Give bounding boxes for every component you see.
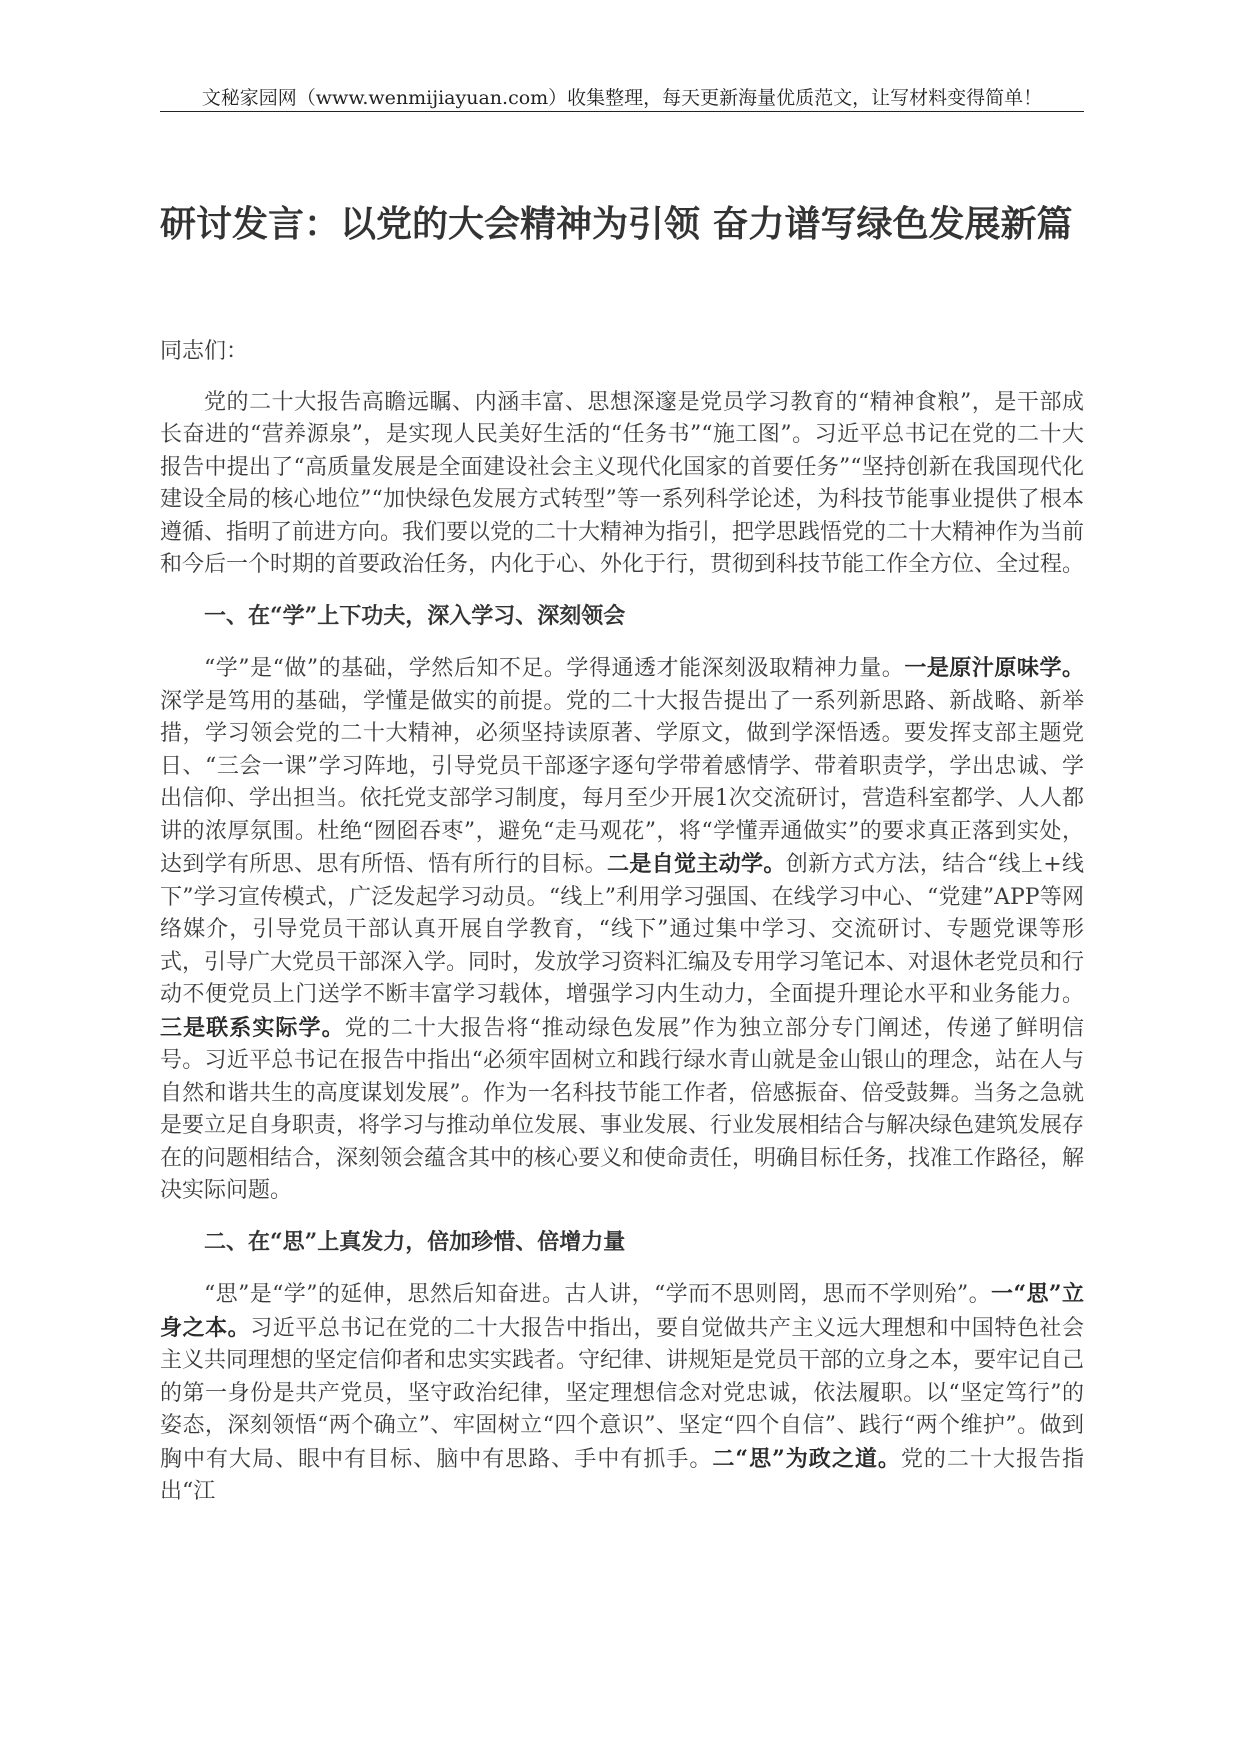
section-1-bold-2: 二是自觉主动学。 (606, 851, 786, 877)
intro-paragraph: 党的二十大报告高瞻远瞩、内涵丰富、思想深邃是党员学习教育的“精神食粮”，是干部成长奋进的“营养源泉”，是实现人民美好生活的“任务书”“施工图”。习近平总书记在党的二十大报告中提出了“高质量发展是全面建设社会主义现代化国家的首要任务”“坚持创新在我国现代化建设全局的核心地位”“加快绿色发展方式转型”等一系列科学论述，为科技节能事业提供了根本遵循、指明了前进方向。我们要以党的二十大精神为指引，把学思践悟党的二十大精神作为当前和今后一个时期的首要政治任务，内化于心、外化于行，贯彻到科技节能工作全方位、全过程。 (160, 389, 1085, 577)
section-2-text-1: “思”是“学”的延伸，思然后知奋进。古人讲，“学而不思则罔，思而不学则殆”。 (204, 1282, 992, 1307)
section-1-text-2: 深学是笃用的基础，学懂是做实的前提。党的二十大报告提出了一系列新思路、新战略、新举措，学习领会党的二十大精神，必须坚持读原著、学原文，做到学深悟透。要发挥支部主题党日、“三会一课”学习阵地，引导党员干部逐字逐句学带着感情学、带着职责学，学出忠诚、学出信仰、学出担当。依托党支部学习制度，每月至少开展1次交流研讨，营造科室都学、人人都讲的浓厚氛围。杜绝“囫囵吞枣”，避免“走马观花”，将“学懂弄通做实”的要求真正落到实处，达到学有所思、思有所悟、悟有所行的目标。 (160, 688, 1084, 877)
section-1-bold-1: 一是原汁原味学。 (904, 655, 1084, 681)
document-body (160, 336, 1084, 1527)
section-1-heading: 一、在“学”上下功夫，深入学习、深刻领会 (204, 602, 626, 629)
running-header: 文秘家园网（www.wenmijiayuan.com）收集整理，每天更新海量优质范文，让写材料变得简单！ (201, 87, 1043, 109)
header-rule (160, 111, 1084, 112)
section-1-bold-3: 三是联系实际学。 (160, 1014, 345, 1041)
section-2-bold-2: 二“思”为政之道。 (712, 1445, 901, 1472)
section-1-text-3: 创新方式方法，结合“线上+线下”学习宣传模式，广泛发起学习动员。“线上”利用学习强国、在线学习中心、“党建”APP等网络媒介，引导党员干部认真开展自学教育，“线下”通过集中学习、交流研讨、专题党课等形式，引导广大党员干部深入学。同时，发放学习资料汇编及专用学习笔记本、对退休老党员和行动不便党员上门送学不断丰富学习载体，增强学习内生动力，全面提升理论水平和业务能力。 (160, 852, 1085, 1007)
section-2-paragraph (160, 1278, 1084, 1509)
section-2-text-2: 习近平总书记在党的二十大报告中指出，要自觉做共产主义远大理想和中国特色社会主义共同理想的坚定信仰者和忠实实践者。守纪律、讲规矩是党员干部的立身之本，要牢记自己的第一身份是共产党员，坚守政治纪律，坚定理想信念对党忠诚，依法履职。以“坚定笃行”的姿态，深刻领悟“两个确立”、牢固树立“四个意识”、坚定“四个自信”、践行“两个维护”。做到胸中有大局、眼中有目标、脑中有思路、手中有抓手。 (160, 1315, 1085, 1472)
section-2-bold-1: 一“思”立身之本。 (160, 1281, 1084, 1341)
section-1-text-1: “学”是“做”的基础，学然后知不足。学得通透才能深刻汲取精神力量。 (204, 656, 905, 681)
section-1-text-4: 党的二十大报告将“推动绿色发展”作为独立部分专门阐述，传递了鲜明信号。习近平总书记在报告中指出“必须牢固树立和践行绿水青山就是金山银山的理念，站在人与自然和谐共生的高度谋划发展”。作为一名科技节能工作者，倍感振奋、倍受鼓舞。当务之急就是要立足自身职责，将学习与推动单位发展、事业发展、行业发展相结合与解决绿色建筑发展存在的问题相结合，深刻领会蕴含其中的核心要义和使命责任，明确目标任务，找准工作路径，解决实际问题。 (160, 1015, 1085, 1203)
section-2-heading: 二、在“思”上真发力，倍加珍惜、倍增力量 (204, 1228, 626, 1255)
section-1-paragraph (160, 652, 1084, 1208)
section-2-text-3: 党的二十大报告指出“江 (160, 1446, 1084, 1504)
document-title: 研讨发言：以党的大会精神为引领 奋力谱写绿色发展新篇 (160, 204, 1073, 245)
salutation: 同志们： (160, 339, 249, 364)
